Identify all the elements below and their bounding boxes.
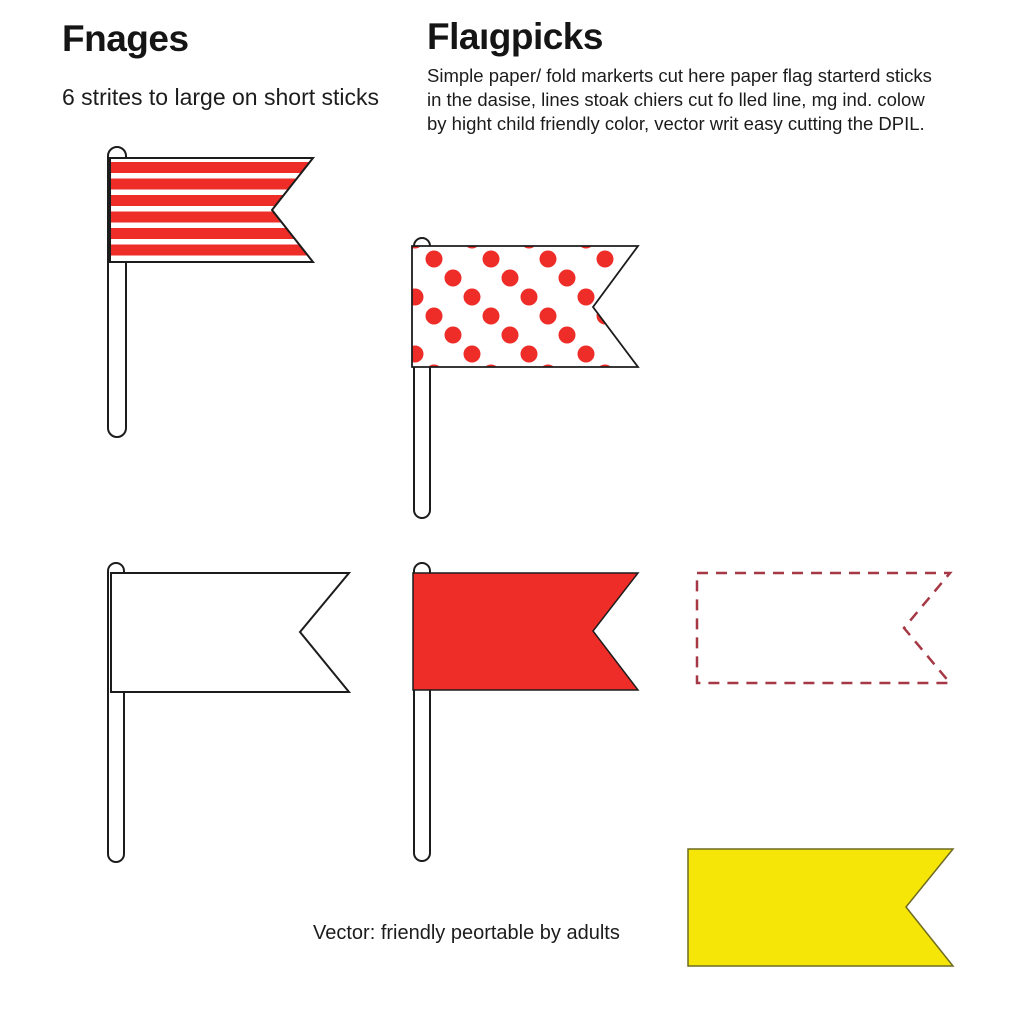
right-title: Flaıgpicks (427, 16, 603, 57)
left-title: Fnages (62, 18, 189, 59)
description-line: Simple paper/ fold markerts cut here paper flag starterd sticks (427, 65, 932, 86)
dashed-cut-line-flag (690, 565, 960, 695)
dashed-flag-shape (697, 573, 950, 683)
left-subtitle: 6 strites to large on short sticks (62, 84, 380, 110)
solid-yellow-flag (680, 840, 965, 975)
footer-caption: Vector: friendly peortable by adults (313, 922, 620, 944)
polka-dot-flag-shape (412, 246, 638, 367)
solid-red-flag (405, 555, 650, 870)
solid-red-flag-shape (413, 573, 638, 690)
description-line: by hight child friendly color, vector writ easy cutting the DPIL. (427, 113, 925, 134)
right-description (427, 64, 932, 136)
striped-flag (98, 140, 328, 450)
description-line: in the dasise, lines stoak chiers cut fo lled line, mg ind. colow (427, 89, 925, 110)
outline-flag (98, 555, 358, 870)
outline-flag-shape (111, 573, 349, 692)
striped-flag-shape (110, 158, 313, 262)
polka-dot-flag (405, 230, 650, 525)
solid-yellow-flag-shape (688, 849, 953, 966)
